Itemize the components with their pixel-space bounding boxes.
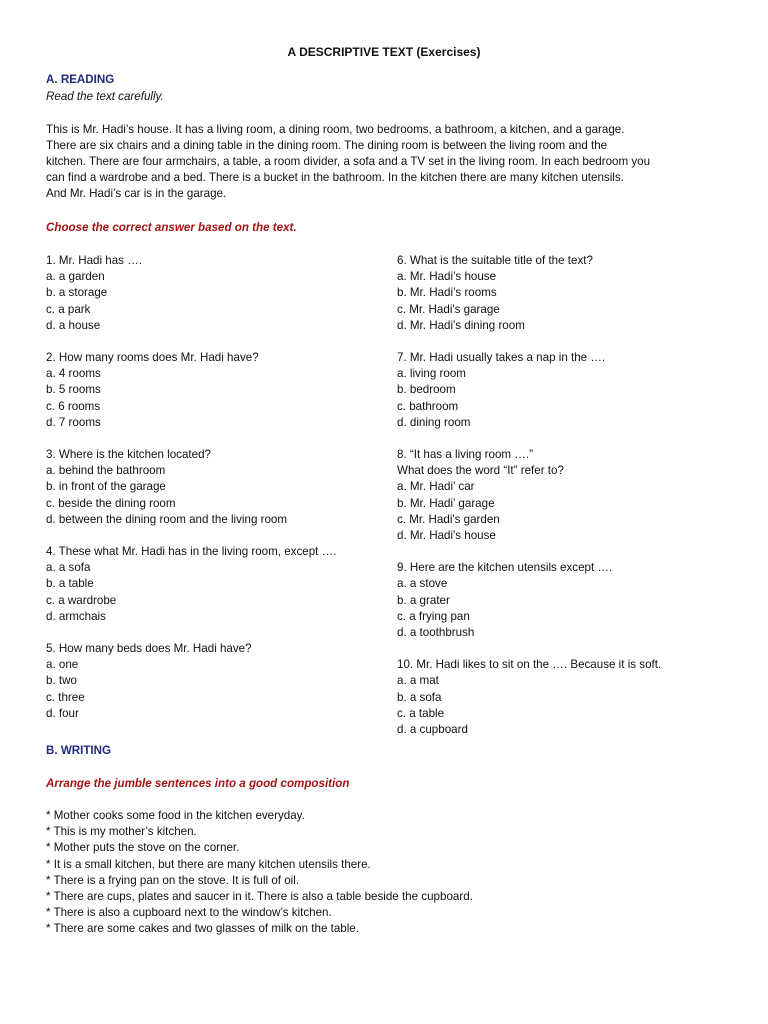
paragraph-line: can find a wardrobe and a bed. There is a bucket in the bathroom. In the kitchen there are many kitchen utensils. <box>46 171 624 184</box>
answer-option: d. armchais <box>46 609 106 623</box>
writing-instruction: Arrange the jumble sentences into a good composition <box>46 777 350 790</box>
questions-right-column <box>397 253 737 754</box>
question-text: 3. Where is the kitchen located? <box>46 448 211 462</box>
jumble-sentence: * This is my mother’s kitchen. <box>46 825 197 839</box>
answer-option: c. Mr. Hadi's garage <box>397 302 500 316</box>
reading-subheading: Read the text carefully. <box>46 90 164 103</box>
question-text: 1. Mr. Hadi has …. <box>46 254 143 267</box>
answer-option: a. a mat <box>397 674 439 688</box>
answer-option: c. a park <box>46 302 91 316</box>
answer-option: a. a stove <box>397 577 448 591</box>
reading-instruction: Choose the correct answer based on the text. <box>46 221 297 234</box>
jumble-sentence: * Mother puts the stove on the corner. <box>46 841 240 855</box>
jumble-sentence: * It is a small kitchen, but there are many kitchen utensils there. <box>46 857 371 871</box>
page-title: A DESCRIPTIVE TEXT (Exercises) <box>287 45 481 59</box>
answer-option: d. a house <box>46 318 101 332</box>
answer-option: d. four <box>46 706 79 720</box>
question-block <box>46 447 386 528</box>
answer-option: c. 6 rooms <box>46 399 101 413</box>
question-text: 4. These what Mr. Hadi has in the living room, except …. <box>46 545 337 559</box>
answer-option: a. Mr. Hadi’ car <box>397 480 475 494</box>
paragraph-line: And Mr. Hadi’s car is in the garage. <box>46 187 227 200</box>
answer-option: b. in front of the garage <box>46 480 166 494</box>
answer-option: d. dining room <box>397 415 471 429</box>
answer-option: a. behind the bathroom <box>46 464 166 478</box>
jumble-sentence: * There is also a cupboard next to the window’s kitchen. <box>46 906 332 920</box>
answer-option: b. a table <box>46 577 94 591</box>
answer-option: a. Mr. Hadi’s house <box>397 270 497 284</box>
answer-option: c. bathroom <box>397 399 459 413</box>
answer-option: b. two <box>46 674 77 688</box>
answer-option: b. Mr. Hadi’ garage <box>397 496 495 510</box>
question-block <box>397 253 737 334</box>
question-text: 2. How many rooms does Mr. Hadi have? <box>46 351 259 365</box>
answer-option: a. one <box>46 658 79 672</box>
answer-option: b. a grater <box>397 593 450 607</box>
question-block <box>46 350 386 431</box>
answer-option: d. a cupboard <box>397 723 468 737</box>
jumble-sentences <box>46 808 473 938</box>
question-text: 7. Mr. Hadi usually takes a nap in the …. <box>397 351 606 365</box>
reading-heading: A. READING <box>46 73 115 86</box>
jumble-sentence: * There is a frying pan on the stove. It is full of oil. <box>46 873 300 887</box>
answer-option: c. a table <box>397 706 445 720</box>
question-text: 9. Here are the kitchen utensils except …. <box>397 561 613 575</box>
question-block <box>46 253 386 334</box>
question-text: 6. What is the suitable title of the text? <box>397 254 593 267</box>
answer-option: b. bedroom <box>397 383 456 397</box>
question-block <box>46 641 386 722</box>
writing-heading: B. WRITING <box>46 744 112 757</box>
answer-option: b. a storage <box>46 286 108 300</box>
answer-option: b. Mr. Hadi’s rooms <box>397 286 497 300</box>
jumble-sentence: * There are cups, plates and saucer in it. There is also a table beside the cupboard. <box>46 890 473 904</box>
paragraph-line: This is Mr. Hadi’s house. It has a living room, a dining room, two bedrooms, a bathroom, a kitchen, and a garage. <box>46 123 625 136</box>
question-block <box>397 560 737 641</box>
answer-option: c. Mr. Hadi's garden <box>397 512 500 526</box>
answer-option: c. beside the dining room <box>46 496 176 510</box>
questions-left-column <box>46 253 386 738</box>
question-text: 8. “It has a living room ….” <box>397 448 533 462</box>
answer-option: a. a garden <box>46 270 105 284</box>
question-text: 5. How many beds does Mr. Hadi have? <box>46 642 252 656</box>
question-block <box>397 657 737 738</box>
question-text: What does the word “It” refer to? <box>397 464 564 478</box>
answer-option: c. three <box>46 690 85 704</box>
answer-option: a. a sofa <box>46 561 91 575</box>
jumble-sentence: * Mother cooks some food in the kitchen everyday. <box>46 809 305 822</box>
answer-option: c. a frying pan <box>397 609 470 623</box>
answer-option: d. between the dining room and the living room <box>46 512 288 526</box>
answer-option: d. 7 rooms <box>46 415 101 429</box>
answer-option: b. 5 rooms <box>46 383 101 397</box>
answer-option: d. a toothbrush <box>397 626 475 640</box>
answer-option: b. a sofa <box>397 690 442 704</box>
question-block <box>46 544 386 625</box>
answer-option: c. a wardrobe <box>46 593 117 607</box>
question-block <box>397 447 737 544</box>
question-block <box>397 350 737 431</box>
answer-option: a. 4 rooms <box>46 367 101 381</box>
paragraph-line: There are six chairs and a dining table in the dining room. The dining room is between the living room and the <box>46 139 608 152</box>
answer-option: a. living room <box>397 367 466 381</box>
answer-option: d. Mr. Hadi's dining room <box>397 318 525 332</box>
jumble-sentence: * There are some cakes and two glasses of milk on the table. <box>46 922 359 936</box>
question-text: 10. Mr. Hadi likes to sit on the …. Because it is soft. <box>397 658 662 672</box>
answer-option: d. Mr. Hadi's house <box>397 529 496 543</box>
paragraph-line: kitchen. There are four armchairs, a table, a room divider, a sofa and a TV set in the living room. In each bedroom you <box>46 155 651 168</box>
